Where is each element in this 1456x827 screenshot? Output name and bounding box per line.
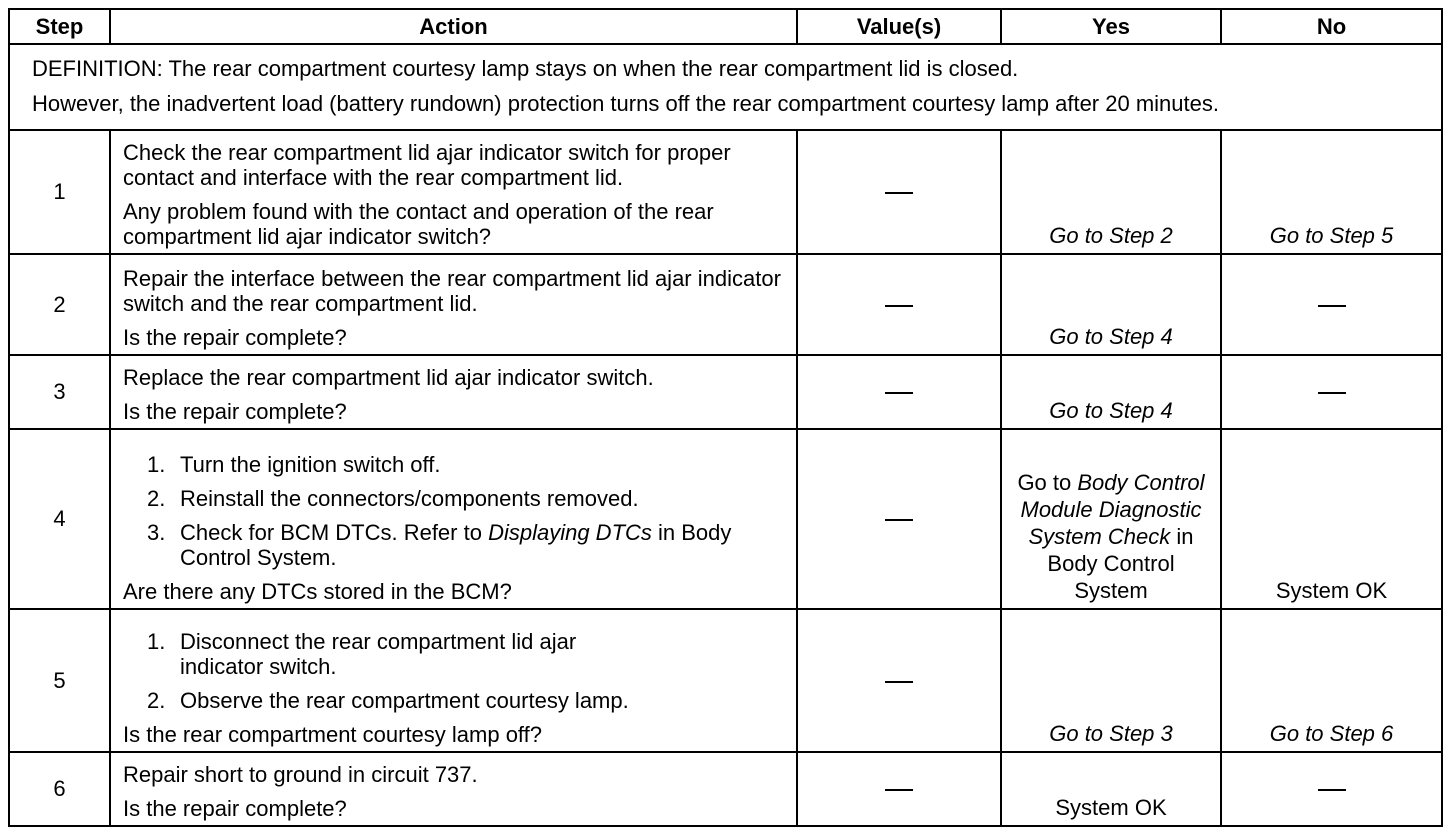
action-question: Is the repair complete? <box>123 399 347 424</box>
no-dash <box>1318 392 1346 394</box>
header-row <box>9 9 1442 44</box>
value-dash <box>885 392 913 394</box>
no-result: System OK <box>1275 578 1388 603</box>
definition-line-2: However, the inadvertent load (battery rundown) protection turns off the rear compartment courtesy lamp after 20 minutes. <box>32 91 1219 116</box>
item-number: 1. <box>147 629 166 654</box>
item-number: 2. <box>147 486 166 511</box>
no-dash <box>1318 789 1346 791</box>
action-text: Repair the interface between the rear compartment lid ajar indicator switch and the rear compartment lid. <box>123 266 781 316</box>
action-question: Any problem found with the contact and operation of the rear compartment lid ajar indicator switch? <box>123 199 714 249</box>
header-values: Value(s) <box>797 9 1001 44</box>
step-number: 5 <box>9 609 110 752</box>
no-link[interactable]: Go to Step 5 <box>1269 223 1394 248</box>
no-cell <box>1221 254 1442 355</box>
yes-cell <box>1001 609 1221 752</box>
header-action: Action <box>110 9 797 44</box>
item-text: Check for BCM DTCs. Refer to <box>180 520 489 545</box>
action-steps <box>123 452 782 570</box>
no-cell <box>1221 355 1442 429</box>
list-item <box>123 688 800 713</box>
step-number: 6 <box>9 752 110 826</box>
value-dash <box>885 192 913 194</box>
no-link[interactable]: Go to Step 6 <box>1269 721 1394 746</box>
item-text-tail: in Body Control System. <box>180 520 732 570</box>
no-dash <box>1318 305 1346 307</box>
item-number: 2. <box>147 688 166 713</box>
no-cell <box>1221 130 1442 254</box>
action-cell <box>110 130 797 254</box>
table-row <box>9 609 1442 752</box>
yes-link[interactable]: Go to Step 3 <box>1049 721 1173 746</box>
step-number: 3 <box>9 355 110 429</box>
action-question: Is the repair complete? <box>123 325 347 350</box>
table-row <box>9 355 1442 429</box>
no-cell <box>1221 429 1442 609</box>
yes-cell <box>1001 254 1221 355</box>
no-cell <box>1221 609 1442 752</box>
action-question: Is the repair complete? <box>123 796 347 821</box>
value-dash <box>885 681 913 683</box>
value-dash <box>885 305 913 307</box>
action-cell <box>110 254 797 355</box>
yes-cell <box>1001 355 1221 429</box>
value-cell <box>797 429 1001 609</box>
list-item <box>123 452 782 477</box>
action-cell <box>110 609 797 752</box>
list-item <box>123 520 782 570</box>
header-step: Step <box>9 9 110 44</box>
step-number: 2 <box>9 254 110 355</box>
action-text: Replace the rear compartment lid ajar indicator switch. <box>123 365 654 390</box>
yes-link[interactable]: Go to Step 4 <box>1049 398 1173 423</box>
item-text: Observe the rear compartment courtesy lamp. <box>180 688 629 713</box>
item-text: Reinstall the connectors/components removed. <box>180 486 639 511</box>
definition-cell <box>9 44 1442 130</box>
value-cell <box>797 355 1001 429</box>
value-dash <box>885 789 913 791</box>
yes-cell <box>1001 130 1221 254</box>
action-steps <box>123 629 663 713</box>
diagnostic-table <box>8 8 1443 827</box>
yes-link[interactable]: Go to Step 4 <box>1049 324 1173 349</box>
action-question: Is the rear compartment courtesy lamp off? <box>123 722 542 747</box>
list-item <box>123 629 663 679</box>
step-number: 1 <box>9 130 110 254</box>
no-cell <box>1221 752 1442 826</box>
item-text: Turn the ignition switch off. <box>180 452 441 477</box>
yes-text-tail: in Body Control System <box>1047 524 1194 603</box>
yes-text: Go to <box>1017 470 1078 495</box>
definition-line-1: DEFINITION: The rear compartment courtesy lamp stays on when the rear compartment lid is closed. <box>32 56 1019 81</box>
item-number: 3. <box>147 520 166 545</box>
yes-cell <box>1001 752 1221 826</box>
list-item <box>123 486 782 511</box>
yes-result: System OK <box>1055 795 1167 820</box>
action-text: Repair short to ground in circuit 737. <box>123 762 478 787</box>
table-row <box>9 752 1442 826</box>
action-cell <box>110 429 797 609</box>
table-row <box>9 429 1442 609</box>
action-cell <box>110 752 797 826</box>
table-row <box>9 130 1442 254</box>
bcm-system-check-ref[interactable]: Body Control Module Diagnostic System Check <box>1020 470 1205 549</box>
action-cell <box>110 355 797 429</box>
value-cell <box>797 254 1001 355</box>
displaying-dtcs-ref[interactable]: Displaying DTCs <box>488 520 652 545</box>
action-question: Are there any DTCs stored in the BCM? <box>123 579 512 604</box>
item-text: Disconnect the rear compartment lid ajar indicator switch. <box>180 629 577 679</box>
value-cell <box>797 609 1001 752</box>
step-number: 4 <box>9 429 110 609</box>
action-text: Check the rear compartment lid ajar indicator switch for proper contact and interface with the rear compartment lid. <box>123 140 731 190</box>
item-number: 1. <box>147 452 166 477</box>
value-dash <box>885 519 913 521</box>
value-cell <box>797 752 1001 826</box>
yes-link[interactable]: Go to Step 2 <box>1049 223 1173 248</box>
header-no: No <box>1221 9 1442 44</box>
yes-cell <box>1001 429 1221 609</box>
header-yes: Yes <box>1001 9 1221 44</box>
definition-row <box>9 44 1442 130</box>
value-cell <box>797 130 1001 254</box>
table-row <box>9 254 1442 355</box>
